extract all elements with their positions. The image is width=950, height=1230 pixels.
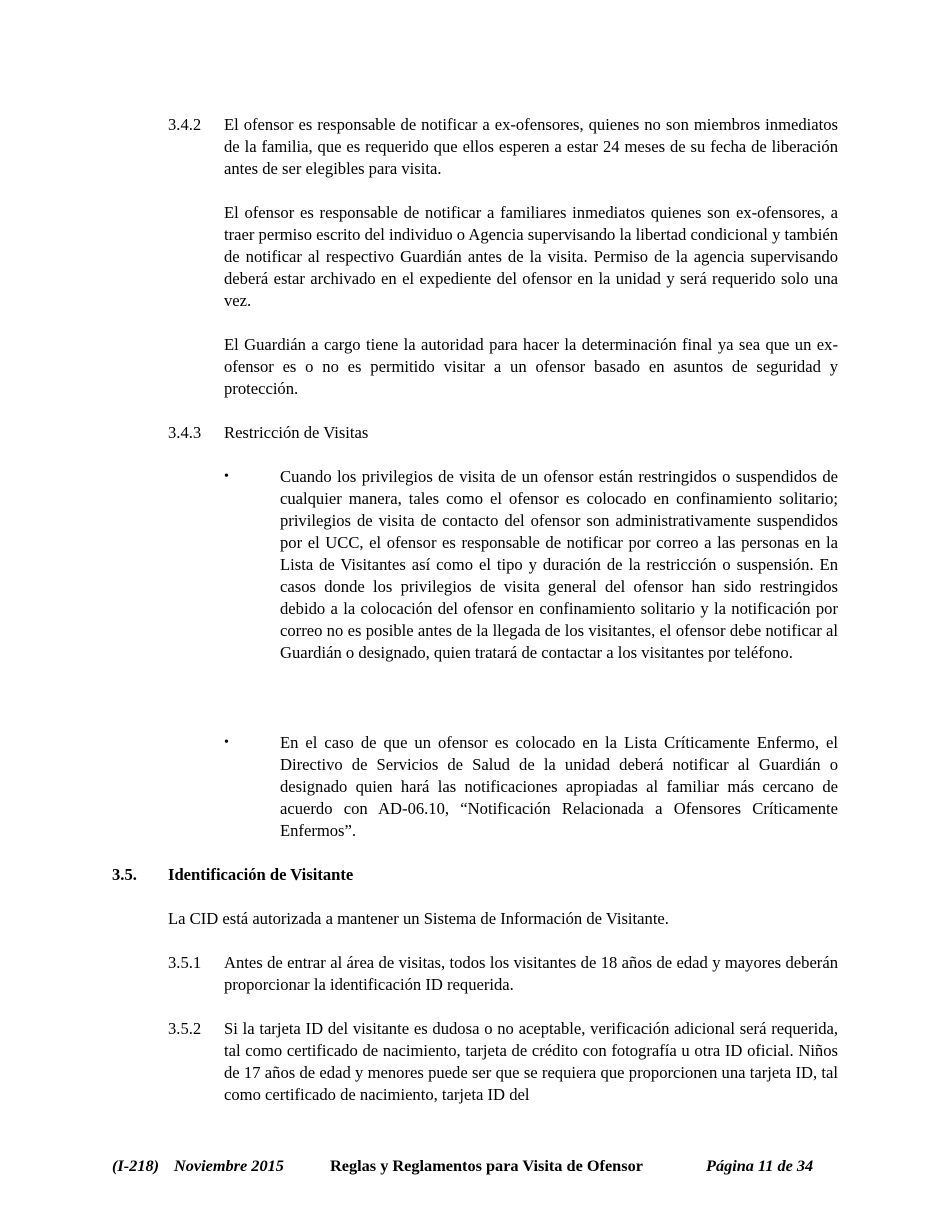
footer-doc-id: (I-218) [112, 1156, 160, 1175]
section-number-3-5: 3.5. [112, 865, 137, 884]
paragraph-3-4-2-1: El ofensor es responsable de notificar a ex-ofensores, quienes no son miembros inmediatos de la familia, que es requerido que ellos esperen a estar 24 meses de su fecha de liberación antes de ser elegibles para visita. [224, 115, 838, 178]
section-number-3-4-2: 3.4.2 [168, 115, 202, 134]
paragraph-3-5-intro: La CID está autorizada a mantener un Sistema de Información de Visitante. [168, 909, 669, 928]
section-number-3-5-1: 3.5.1 [168, 953, 202, 972]
bullet-icon: • [224, 469, 229, 484]
bullet-item-critically-ill: En el caso de que un ofensor es colocado en la Lista Críticamente Enfermo, el Directivo de Servicios de Salud de la unidad deberá notificar al Guardián o designado quien hará las notificaciones apropiadas al familiar más cercano de acuerdo con AD-06.10, “Notificación Relacionada a Ofensores Críticamente Enfermos”. [280, 733, 838, 840]
paragraph-3-4-2-2: El ofensor es responsable de notificar a familiares inmediatos quienes son ex-ofensores, a traer permiso escrito del individuo o Agencia supervisando la libertad condicional y también de notificar al respectivo Guardián antes de la visita. Permiso de la agencia supervisando deberá estar archivado en el expediente del ofensor en la unidad y será requerido solo una vez. [224, 203, 838, 310]
footer-title: Reglas y Reglamentos para Visita de Ofensor [330, 1156, 643, 1175]
footer-page-number: Página 11 de 34 [706, 1156, 814, 1175]
section-number-3-4-3: 3.4.3 [168, 423, 202, 442]
bullet-icon: • [224, 735, 229, 750]
paragraph-3-5-2: Si la tarjeta ID del visitante es dudosa o no aceptable, verificación adicional será requerida, tal como certificado de nacimiento, tarjeta de crédito con fotografía u otra ID oficial. Niños de 17 años de edad y menores puede ser que se requiera que proporcionen una tarjeta ID, tal como certificado de nacimiento, tarjeta ID del [224, 1019, 838, 1104]
section-title-3-5: Identificación de Visitante [168, 865, 354, 884]
section-number-3-5-2: 3.5.2 [168, 1019, 202, 1038]
footer-date: Noviembre 2015 [174, 1156, 284, 1175]
bullet-item-restriction: Cuando los privilegios de visita de un ofensor están restringidos o suspendidos de cualquier manera, tales como el ofensor es colocado en confinamiento solitario; privilegios de visita de contacto del ofensor son administrativamente suspendidos por el UCC, el ofensor es responsable de notificar por correo a las personas en la Lista de Visitantes así como el tipo y duración de la restricción o suspensión. En casos donde los privilegios de visita general del ofensor han sido restringidos debido a la colocación del ofensor en confinamiento solitario y la notificación por correo no es posible antes de la llegada de los visitantes, el ofensor debe notificar al Guardián o designado, quien tratará de contactar a los visitantes por teléfono. [280, 467, 838, 662]
section-title-3-4-3: Restricción de Visitas [224, 423, 369, 442]
paragraph-3-4-2-3: El Guardián a cargo tiene la autoridad para hacer la determinación final ya sea que un ex-ofensor es o no es permitido visitar a un ofensor basado en asuntos de seguridad y protección. [224, 335, 838, 398]
paragraph-3-5-1: Antes de entrar al área de visitas, todos los visitantes de 18 años de edad y mayores deberán proporcionar la identificación ID requerida. [224, 953, 838, 994]
